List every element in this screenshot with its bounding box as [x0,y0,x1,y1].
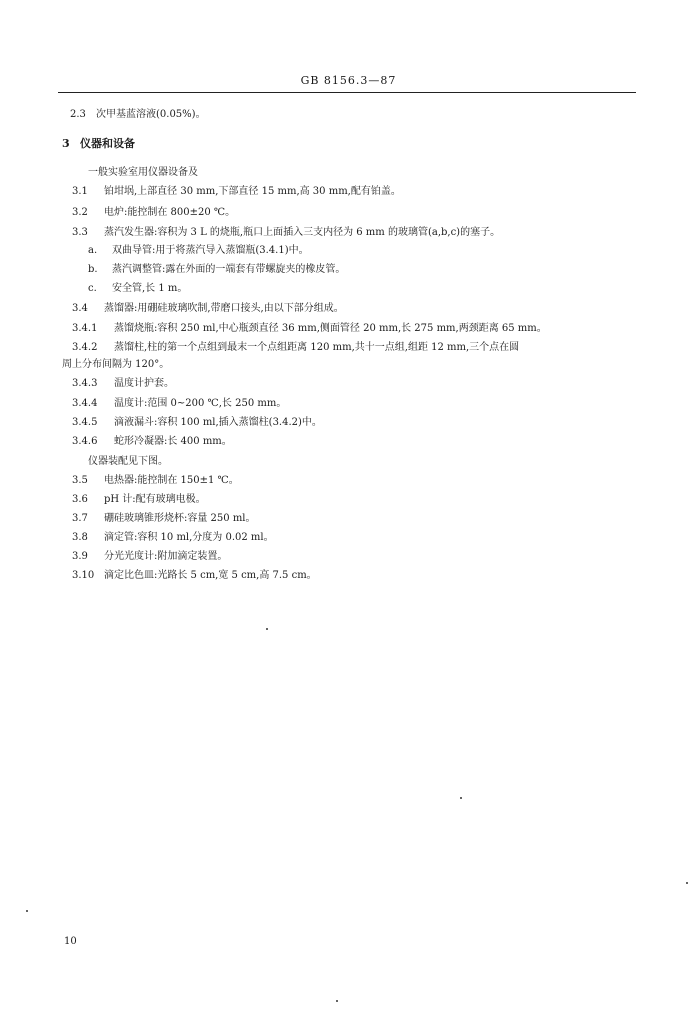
item-number: 3.4.6 [72,436,98,447]
standard-code-header: GB 8156.3—87 [300,74,397,87]
item-text: 蒸馏烧瓶:容积 250 ml,中心瓶颈直径 36 mm,侧面管径 20 mm,长 275 mm,两颈距离 65 mm。 [114,323,547,334]
item-text: 蒸馏器:用硼硅玻璃吹制,带磨口接头,由以下部分组成。 [104,303,344,314]
item-number: 3.6 [72,494,88,505]
item-number: 3.2 [72,207,88,218]
scan-speck [336,1000,338,1002]
item-text: 温度计护套。 [114,378,174,389]
item-number: 2.3 [70,109,86,120]
item-number: 3.7 [72,513,88,524]
item-number: 3.8 [72,532,88,543]
item-text: 滴定管:容积 10 ml,分度为 0.02 ml。 [104,532,274,543]
item-number: 3.4.4 [72,398,98,409]
item-text: 蛇形冷凝器:长 400 mm。 [114,436,232,447]
item-number: b. [88,264,98,275]
item-text: 蒸汽发生器:容积为 3 L 的烧瓶,瓶口上面插入三支内径为 6 mm 的玻璃管(a,b,c)的塞子。 [104,227,501,238]
item-text: 次甲基蓝溶液(0.05%)。 [96,109,206,120]
item-number: 3.4.2 [72,342,98,353]
page-number: 10 [64,936,77,947]
item-number: 3.9 [72,551,88,562]
section-number: 3 [62,137,70,150]
item-text: 滴液漏斗:容积 100 ml,插入蒸馏柱(3.4.2)中。 [114,417,322,428]
item-text: 电热器:能控制在 150±1 ℃。 [104,475,239,486]
item-text: 铂坩埚,上部直径 30 mm,下部直径 15 mm,高 30 mm,配有铂盖。 [104,186,401,197]
item-text: 蒸汽调整管:露在外面的一端套有带螺旋夹的橡皮管。 [112,264,346,275]
item-text: 双曲导管:用于将蒸汽导入蒸馏瓶(3.4.1)中。 [112,245,309,256]
item-text: 仪器装配见下图。 [88,456,168,467]
item-number: a. [88,245,98,256]
item-text: pH 计:配有玻璃电极。 [104,494,206,505]
scan-speck [686,882,688,884]
item-text: 温度计:范围 0~200 ℃,长 250 mm。 [114,398,287,409]
scan-speck [26,910,28,912]
item-text: 电炉:能控制在 800±20 ℃。 [104,207,236,218]
scan-speck [460,797,462,799]
item-number: 3.5 [72,475,88,486]
item-number: 3.10 [72,570,95,581]
item-text: 蒸馏柱,柱的第一个点组到最末一个点组距离 120 mm,共十一点组,组距 12 mm,三个点在圆 [114,342,520,353]
scan-speck [266,628,268,630]
header-rule [58,92,636,93]
item-number: 3.4.3 [72,378,98,389]
item-text: 安全管,长 1 m。 [112,283,188,294]
item-text-continued: 周上分布间隔为 120°。 [62,359,170,370]
item-number: 3.4.5 [72,417,98,428]
item-text: 分光光度计:附加滴定装置。 [104,551,228,562]
item-number: 3.3 [72,227,88,238]
item-text: 硼硅玻璃锥形烧杯:容量 250 ml。 [104,513,256,524]
item-number: 3.4.1 [72,323,98,334]
section-title: 仪器和设备 [80,137,135,150]
item-number: 3.4 [72,303,88,314]
item-text: 一般实验室用仪器设备及 [88,167,198,178]
item-number: c. [88,283,97,294]
item-number: 3.1 [72,186,88,197]
item-text: 滴定比色皿:光路长 5 cm,宽 5 cm,高 7.5 cm。 [104,570,317,581]
